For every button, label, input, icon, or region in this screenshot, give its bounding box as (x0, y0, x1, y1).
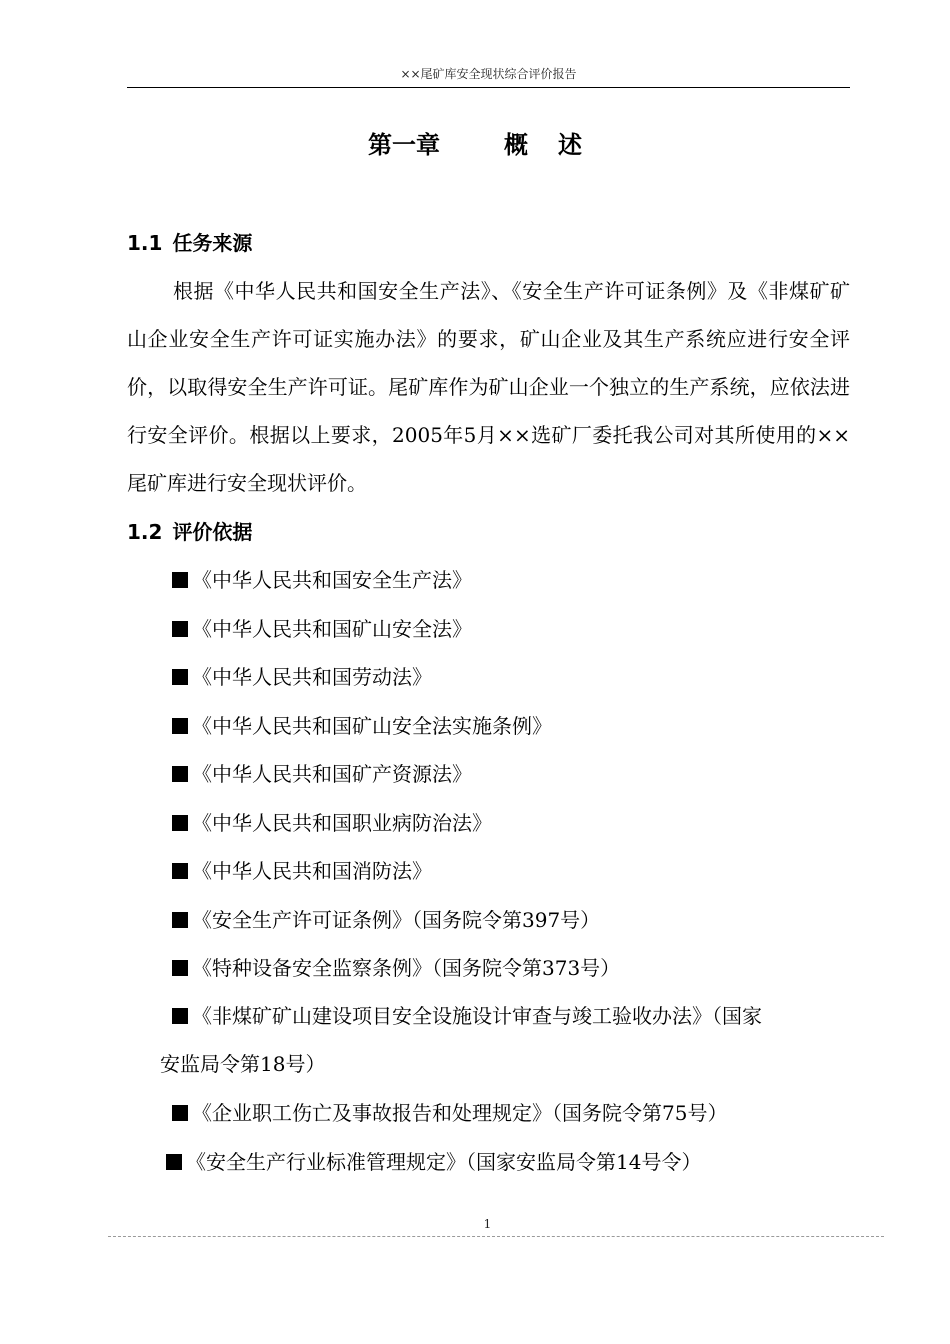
bullet-square-icon (172, 863, 188, 879)
chapter-title-char-2: 述 (558, 131, 582, 159)
header-rule (127, 87, 850, 88)
section-heading-1-1 (127, 229, 252, 257)
bullet-square-icon (172, 912, 188, 928)
reference-item-multiline: 《非煤矿矿山建设项目安全设施设计审查与竣工验收办法》（国家 安监局令第18号） (160, 1004, 762, 1076)
running-header: ××尾矿库安全现状综合评价报告 (400, 67, 577, 81)
chapter-title (0, 128, 950, 162)
paragraph-task-source: 根据《中华人民共和国安全生产法》、《安全生产许可证条例》及《非煤矿矿山企业安全生产许可证实施办法》的要求，矿山企业及其生产系统应进行安全评价，以取得安全生产许可证。尾矿库作为矿山企业一个独立的生产系统，应依法进行安全评价。根据以上要求，2005年5月××选矿厂委托我公司对其所使用的××尾矿库进行安全现状评价。 (127, 279, 850, 495)
reference-item: 《中华人民共和国职业病防治法》 (172, 808, 492, 838)
chapter-title-char-1: 概 (504, 131, 528, 159)
reference-item: 《企业职工伤亡及事故报告和处理规定》（国务院令第75号） (172, 1098, 727, 1128)
reference-item: 《中华人民共和国劳动法》 (172, 662, 432, 692)
section-number: 1.2 (127, 520, 163, 544)
reference-item: 《中华人民共和国消防法》 (172, 856, 432, 886)
section-heading-1-2 (127, 518, 252, 546)
bullet-square-icon (172, 766, 188, 782)
reference-item: 《特种设备安全监察条例》（国务院令第373号） (172, 953, 620, 983)
section-title: 任务来源 (172, 231, 253, 255)
chapter-number: 第一章 (368, 131, 440, 159)
bullet-square-icon (166, 1154, 182, 1170)
bullet-square-icon (172, 718, 188, 734)
reference-item: 《中华人民共和国矿山安全法》 (172, 614, 472, 644)
section-number: 1.1 (127, 231, 163, 255)
bullet-square-icon (172, 621, 188, 637)
reference-item: 《中华人民共和国安全生产法》 (172, 565, 472, 595)
page-number: 1 (483, 1217, 492, 1231)
bullet-square-icon (172, 815, 188, 831)
bullet-square-icon (172, 1008, 188, 1024)
reference-item: 《安全生产许可证条例》（国务院令第397号） (172, 905, 600, 935)
bullet-square-icon (172, 572, 188, 588)
bullet-square-icon (172, 669, 188, 685)
reference-item: 《中华人民共和国矿山安全法实施条例》 (172, 711, 552, 741)
bullet-square-icon (172, 960, 188, 976)
reference-item: 《中华人民共和国矿产资源法》 (172, 759, 472, 789)
reference-item: 《安全生产行业标准管理规定》（国家安监局令第14号令） (166, 1147, 701, 1177)
bullet-square-icon (172, 1105, 188, 1121)
footer-rule (108, 1236, 884, 1237)
section-title: 评价依据 (172, 520, 253, 544)
